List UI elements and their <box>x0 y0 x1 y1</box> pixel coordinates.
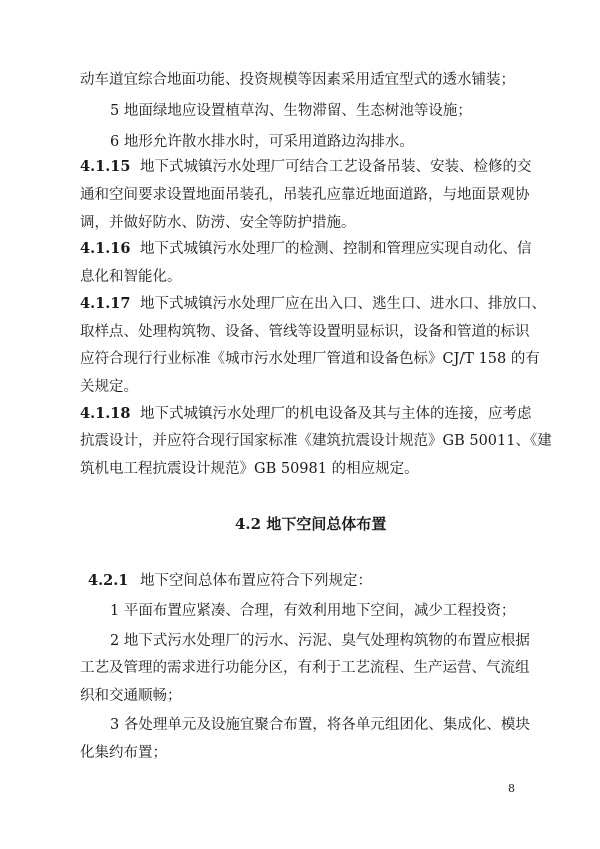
clause-number: 4.1.18 <box>80 405 131 422</box>
text-line: 取样点、处理构筑物、设备、管线等设置明显标识，设备和管道的标识 <box>80 324 530 340</box>
text-line: 织和交通顺畅； <box>80 688 182 704</box>
list-item: 3 各处理单元及设施宜聚合布置，将各单元组团化、集成化、模块 <box>110 717 530 733</box>
text-line: 工艺及管理的需求进行功能分区，有利于工艺流程、生产运营、气流组 <box>80 660 530 676</box>
list-item: 2 地下式污水处理厂的污水、污泥、臭气处理构筑物的布置应根据 <box>110 633 530 649</box>
section-heading: 4.2 地下空间总体布置 <box>235 515 387 533</box>
clause-number: 4.1.16 <box>80 240 131 257</box>
text-line: 抗震设计，并应符合现行国家标准《建筑抗震设计规范》GB 50011、《建 <box>80 433 552 449</box>
list-item: 5 地面绿地应设置植草沟、生物滞留、生态树池等设施； <box>110 103 472 119</box>
page-number: 8 <box>508 782 515 795</box>
text-line: 地下式城镇污水处理厂的检测、控制和管理应实现自动化、信 <box>140 241 532 257</box>
text-line: 地下式城镇污水处理厂可结合工艺设备吊装、安装、检修的交 <box>140 159 532 175</box>
text-line: 息化和智能化。 <box>80 269 182 285</box>
text-line: 通和空间要求设置地面吊装孔，吊装孔应靠近地面道路，与地面景观协 <box>80 187 530 203</box>
clause-number: 4.1.17 <box>80 295 131 312</box>
text-line: 筑机电工程抗震设计规范》GB 50981 的相应规定。 <box>80 461 419 477</box>
clause-number: 4.2.1 <box>88 572 129 589</box>
text-line: 化集约布置； <box>80 745 167 761</box>
text-line: 地下式城镇污水处理厂应在出入口、逃生口、进水口、排放口、 <box>140 296 546 312</box>
clause-number: 4.1.15 <box>80 158 131 175</box>
text-line: 地下式城镇污水处理厂的机电设备及其与主体的连接，应考虑 <box>140 406 532 422</box>
list-item: 6 地形允许散水排水时，可采用道路边沟排水。 <box>110 134 414 150</box>
text-line: 关规定。 <box>80 379 138 395</box>
list-item: 1 平面布置应紧凑、合理，有效利用地下空间，减少工程投资； <box>110 603 516 619</box>
text-line: 动车道宜综合地面功能、投资规模等因素采用适宜型式的透水铺装； <box>80 72 515 88</box>
text-line: 应符合现行行业标准《城市污水处理厂管道和设备色标》CJ/T 158 的有 <box>80 351 540 367</box>
text-line: 调，并做好防水、防涝、安全等防护措施。 <box>80 215 356 231</box>
text-line: 地下空间总体布置应符合下列规定： <box>140 573 372 589</box>
